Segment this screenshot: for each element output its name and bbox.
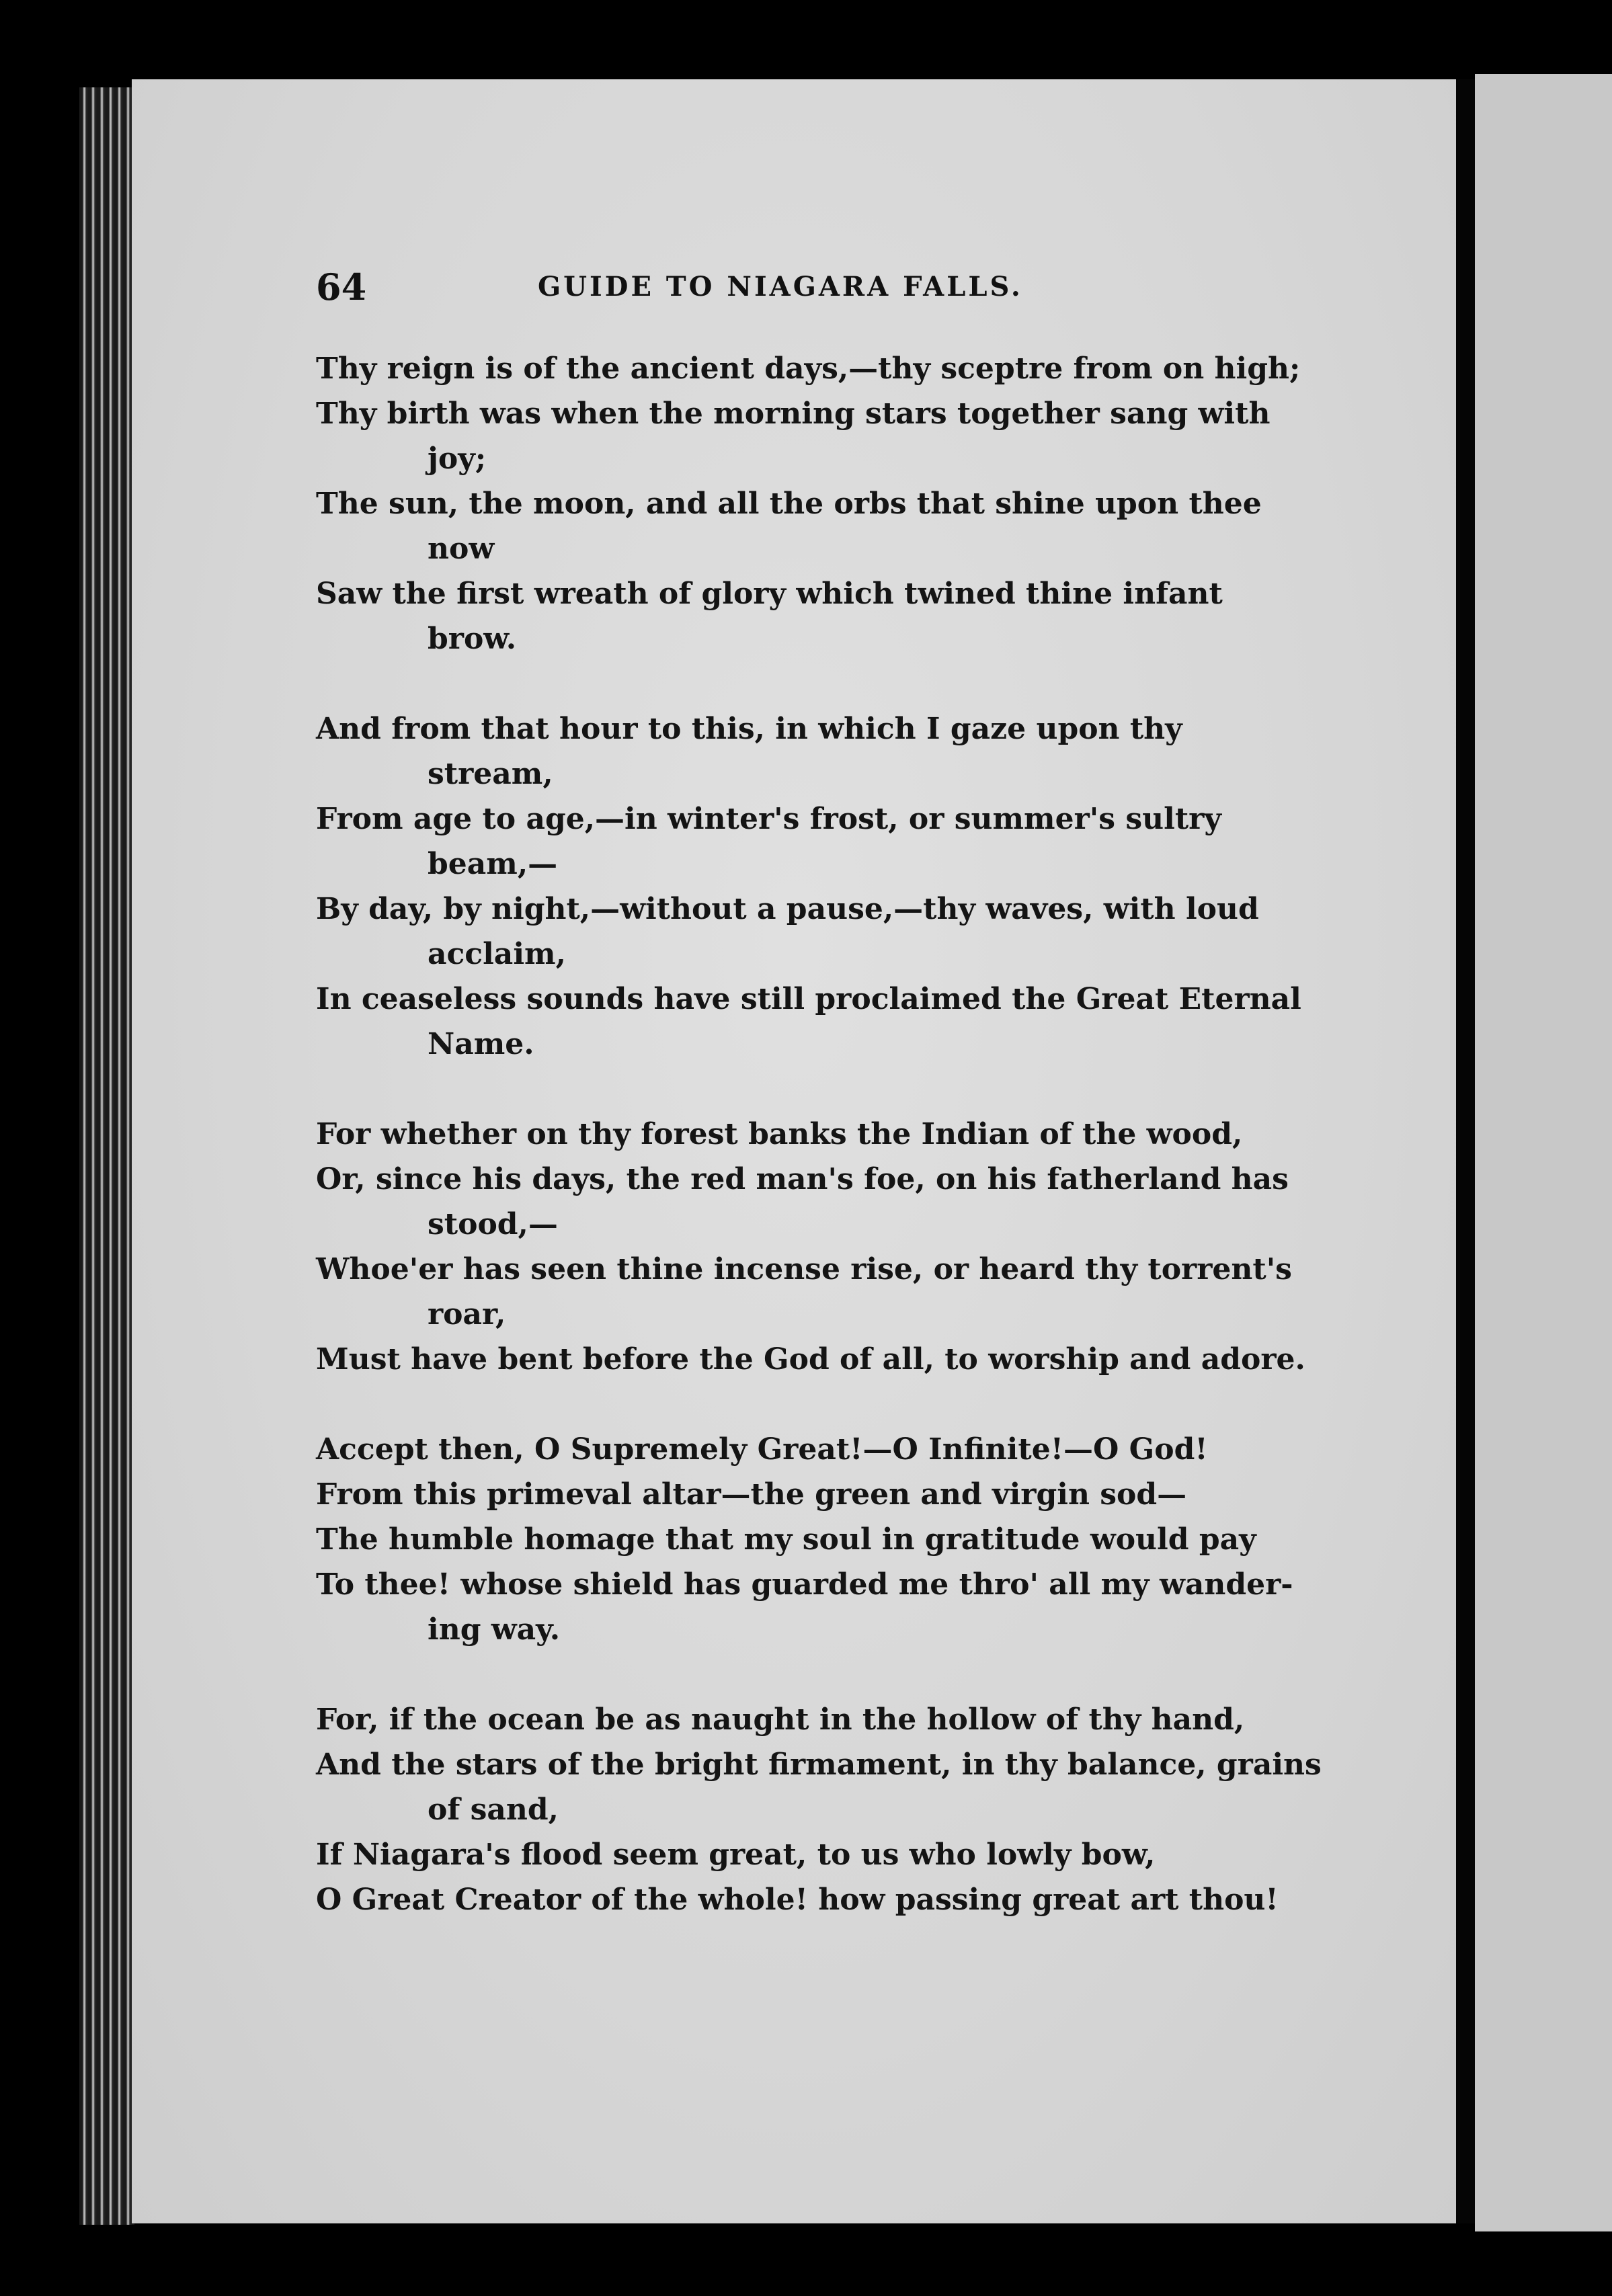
poem-line: The sun, the moon, and all the orbs that shine upon thee bbox=[316, 487, 1262, 521]
poem-line-continuation: acclaim, bbox=[428, 937, 566, 971]
poem-line-continuation: beam,— bbox=[428, 847, 558, 881]
poem-line-continuation: joy; bbox=[428, 442, 487, 476]
poem-line: And from that hour to this, in which I gaze upon thy bbox=[316, 712, 1182, 746]
poem-line: By day, by night,—without a pause,—thy waves, with loud bbox=[316, 892, 1259, 926]
poem-line-continuation: stream, bbox=[428, 757, 553, 791]
poem-line: From this primeval altar—the green and virgin sod— bbox=[316, 1477, 1187, 1512]
poem-line: For, if the ocean be as naught in the hollow of thy hand, bbox=[316, 1703, 1245, 1737]
poem-line-continuation: Name. bbox=[428, 1027, 534, 1061]
poem-line: Thy birth was when the morning stars together sang with bbox=[316, 397, 1271, 431]
poem bbox=[316, 346, 1338, 1922]
page-header bbox=[316, 265, 1324, 313]
poem-line-continuation: of sand, bbox=[428, 1793, 559, 1827]
stanza bbox=[316, 706, 1338, 1067]
poem-line: Must have bent before the God of all, to worship and adore. bbox=[316, 1342, 1305, 1377]
poem-line-continuation: ing way. bbox=[428, 1612, 561, 1647]
poem-line-continuation: now bbox=[428, 532, 495, 566]
poem-line: Accept then, O Supremely Great!—O Infinite!—O God! bbox=[316, 1432, 1208, 1467]
stanza bbox=[316, 1427, 1338, 1652]
book-gutter bbox=[1456, 79, 1475, 2223]
poem-line-continuation: brow. bbox=[428, 622, 517, 656]
running-head: GUIDE TO NIAGARA FALLS. bbox=[538, 271, 1023, 302]
poem-line: And the stars of the bright firmament, in thy balance, grains bbox=[316, 1748, 1322, 1782]
poem-line: From age to age,—in winter's frost, or summer's sultry bbox=[316, 802, 1221, 836]
stanza bbox=[316, 346, 1338, 661]
poem-line: For whether on thy forest banks the Indian of the wood, bbox=[316, 1117, 1243, 1151]
poem-line: In ceaseless sounds have still proclaimed the Great Eternal bbox=[316, 982, 1301, 1016]
poem-line-continuation: stood,— bbox=[428, 1207, 558, 1241]
poem-line: Saw the first wreath of glory which twined thine infant bbox=[316, 577, 1223, 611]
poem-line: To thee! whose shield has guarded me thro' all my wander- bbox=[316, 1567, 1293, 1602]
page-edges bbox=[79, 87, 134, 2225]
stanza bbox=[316, 1112, 1338, 1382]
facing-page-edge bbox=[1475, 74, 1612, 2231]
poem-line: If Niagara's flood seem great, to us who lowly bow, bbox=[316, 1838, 1156, 1872]
poem-line: Or, since his days, the red man's foe, on his fatherland has bbox=[316, 1162, 1289, 1196]
page-number: 64 bbox=[316, 265, 367, 309]
poem-line: Thy reign is of the ancient days,—thy sceptre from on high; bbox=[316, 352, 1301, 386]
poem-line-continuation: roar, bbox=[428, 1297, 506, 1331]
stanza bbox=[316, 1697, 1338, 1922]
poem-line: O Great Creator of the whole! how passing great art thou! bbox=[316, 1883, 1279, 1917]
poem-line: Whoe'er has seen thine incense rise, or heard thy torrent's bbox=[316, 1252, 1292, 1286]
poem-line: The humble homage that my soul in gratitude would pay bbox=[316, 1522, 1256, 1557]
